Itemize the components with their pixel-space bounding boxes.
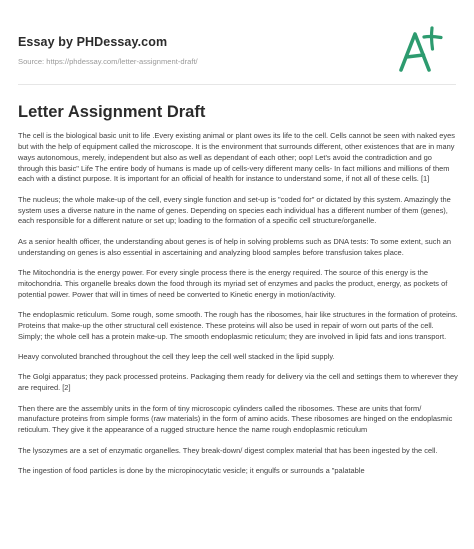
article-paragraph: The ingestion of food particles is done by the micropinocytatic vesicle; it engulfs or surrounds a "palatable — [18, 465, 365, 475]
article-paragraph: Then there are the assembly units in the form of tiny microscopic cylinders called the ribosomes. These are units that form/ manufacture proteins from simple forms (raw materials) in the form of amino acids. These ribosomes are hinged on the endoplasmic reticulum. They give it the appearance of a rugged structure hence the name rough endoplasmic reticulum — [18, 403, 453, 435]
article-paragraph: The Golgi apparatus; they pack processed proteins. Packaging them ready for delivery via the cell and settings them to wherever they are required. [2] — [18, 372, 458, 393]
article-paragraph: The lysozymes are a set of enzymatic organelles. They break-down/ digest complex material that has been ingested by the cell. — [18, 445, 438, 455]
article-paragraph: As a senior health officer, the understanding about genes is of help in solving problems such as DNA tests: To some extent, such an understanding on genes is also essential in ascertaining and analyzing blood samples before transfusion takes place. — [18, 236, 452, 257]
article-paragraph: The Mitochondria is the energy power. For every single process there is the energy required. The source of this energy is the mitochondria. This organelle breaks down the food through its myriad set of enzymes and packs the product, energy, as pockets of potential power. Power that will in times of need be converted to Kinetic energy in motion/activity. — [18, 267, 448, 299]
article-paragraph: The nucleus; the whole make-up of the cell, every single function and set-up is "coded for" or dictated by this system. Amazingly the system uses a diverse nature in the name of genes. Depending on species each individual has a different number of them (genes), each responsible for a different nature or set up; loading to the formation of a specific cell structure/organelle. — [18, 194, 451, 226]
article-paragraph: The cell is the biological basic unit to life .Every existing animal or plant owes its life to the cell. Cells cannot be seen with naked eyes but with the help of equipment called the microscope. It is the environment that surrounds different, other existences that are in many ways autonomous, merely, independent but also as well as dependant of each other; oop! Let's avoid the contradiction and go through this basic" Life The entire body of humans is made up of cells-very different many cells- In fact millions and millions of them each with a distinct purpose. It is important for an official of health for instance to understand some, if not all of these cells. [1] — [18, 131, 455, 184]
article-paragraph: The endoplasmic reticulum. Some rough, some smooth. The rough has the ribosomes, hair like structures in the formation of proteins. Proteins that make-up the other structural cell existence. These proteins will also be used in repair of worn out parts of the cell. Simply; the whole cell has a protein make-up. The smooth endoplasmic reticulum; they are involved in lipid fats and ions transport. — [18, 309, 458, 341]
source-link[interactable]: https://phdessay.com/letter-assignment-draft/ — [46, 57, 198, 66]
article-paragraph: Heavy convoluted branched throughout the cell they leep the cell well stacked in the lipid supply. — [18, 352, 335, 361]
source-label: Source: — [18, 57, 47, 66]
a-plus-logo-icon — [396, 22, 446, 74]
brand-title: Essay by PHDessay.com — [18, 35, 168, 49]
header-divider — [18, 84, 456, 85]
source-line — [18, 57, 198, 66]
article-body — [18, 131, 458, 486]
page-title: Letter Assignment Draft — [18, 103, 206, 121]
